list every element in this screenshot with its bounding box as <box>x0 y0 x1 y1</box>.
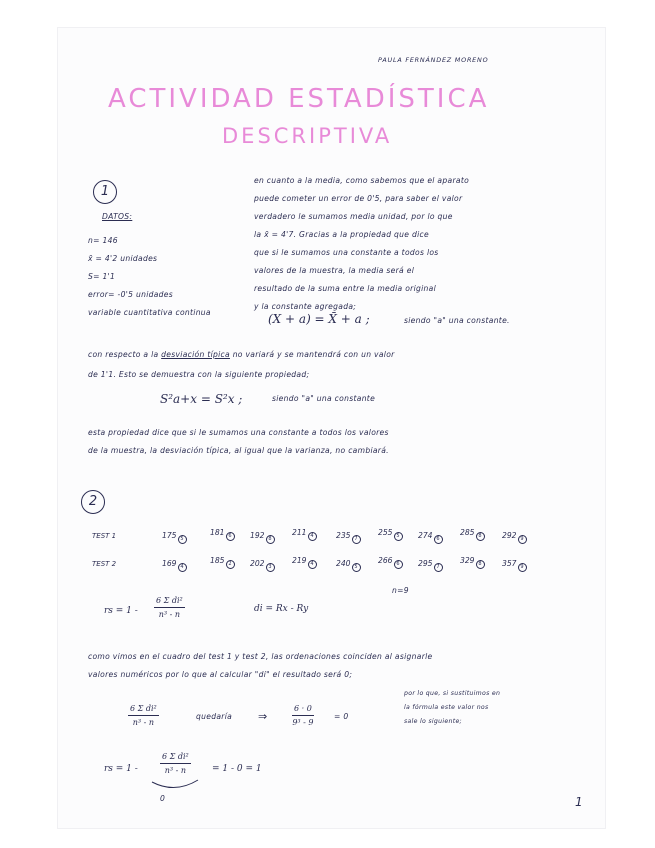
rank-circle: 6 <box>226 532 235 541</box>
score: 181 <box>210 528 225 537</box>
desviacion-line-2: de 1'1. Esto se demuestra con la siguiente propiedad; <box>88 370 310 379</box>
test-1-label: TEST 1 <box>92 532 117 540</box>
dato-n: n= 146 <box>88 236 118 245</box>
note-line-3: sale lo siguiente; <box>404 718 462 725</box>
sub-result: = 0 <box>334 712 349 721</box>
desviacion-line-1-pre: con respecto a la <box>88 350 159 359</box>
page-title-line-1: ACTIVIDAD ESTADÍSTICA <box>108 84 490 114</box>
rank-circle: 8 <box>266 535 275 544</box>
score: 295 <box>418 559 433 568</box>
author-name: PAULA FERNÁNDEZ MORENO <box>378 56 489 64</box>
score: 235 <box>336 531 351 540</box>
test-2-value <box>336 559 361 572</box>
media-line-3: verdadero le sumamos media unidad, por lo que <box>254 212 453 221</box>
quedaria-text: quedaría <box>196 712 233 721</box>
test-2-value <box>502 559 527 572</box>
media-line-5: que si le sumamos una constante a todos los <box>254 248 439 257</box>
test-1-value <box>210 528 235 541</box>
score: 329 <box>460 556 475 565</box>
test-1-value <box>502 531 527 544</box>
media-line-1: en cuanto a la media, como sabemos que el aparato <box>254 176 470 185</box>
rank-circle: 7 <box>352 535 361 544</box>
score: 175 <box>162 531 177 540</box>
rs-fraction <box>154 596 185 619</box>
sub-general-numerator: 6 Σ di² <box>128 704 159 716</box>
test-1-value <box>336 531 361 544</box>
comment-line-2: valores numéricos por lo que al calcular "di" el resultado será 0; <box>88 670 353 679</box>
dato-media: x̄ = 4'2 unidades <box>88 254 158 263</box>
test-1-value <box>378 528 403 541</box>
test-2-value <box>210 556 235 569</box>
score: 292 <box>502 531 517 540</box>
media-formula-note: siendo "a" una constante. <box>404 316 510 325</box>
rs-denominator: n³ - n <box>158 610 181 619</box>
score: 255 <box>378 528 393 537</box>
test-1-value <box>250 531 275 544</box>
rank-circle: 8 <box>476 560 485 569</box>
rank-circle: 8 <box>476 532 485 541</box>
rank-circle: 4 <box>308 532 317 541</box>
rs-numerator: 6 Σ di² <box>154 596 185 608</box>
score: 219 <box>292 556 307 565</box>
desviacion-line-1 <box>88 350 395 359</box>
final-zero-annotation: 0 <box>160 794 166 803</box>
final-rhs: = 1 - 0 = 1 <box>212 764 262 774</box>
score: 274 <box>418 531 433 540</box>
sub-values-denominator: 9³ - 9 <box>292 718 314 727</box>
dato-error: error= -0'5 unidades <box>88 290 174 299</box>
datos-label: DATOS: <box>102 212 133 221</box>
rs-label: rs = 1 - <box>104 606 138 616</box>
section-1-number: 1 <box>93 180 117 204</box>
test-1-value <box>162 531 187 544</box>
desviacion-tipica-underlined: desviación típica <box>161 350 230 359</box>
desviacion-formula: S²a+x = S²x ; <box>160 392 243 406</box>
dato-desviacion: S= 1'1 <box>88 272 116 281</box>
media-line-6: valores de la muestra, la media será el <box>254 266 415 275</box>
rank-circle: 4 <box>308 560 317 569</box>
media-line-2: puede cometer un error de 0'5, para saber el valor <box>254 194 463 203</box>
sub-fraction-values <box>292 704 314 727</box>
brace-mark <box>150 778 200 794</box>
di-formula: di = Rx - Ry <box>254 604 309 614</box>
rank-circle: 6 <box>394 560 403 569</box>
media-line-7: resultado de la suma entre la media original <box>254 284 436 293</box>
rank-circle: 9 <box>518 563 527 572</box>
score: 202 <box>250 559 265 568</box>
desviacion-line-1-post: no variará y se mantendrá con un valor <box>232 350 395 359</box>
score: 357 <box>502 559 517 568</box>
conclusion-line-1: esta propiedad dice que si le sumamos una constante a todos los valores <box>88 428 389 437</box>
test-2-value <box>162 559 187 572</box>
test-2-label: TEST 2 <box>92 560 117 568</box>
test-2-value <box>250 559 275 572</box>
final-numerator: 6 Σ di² <box>160 752 191 764</box>
final-denominator: n³ - n <box>164 766 187 775</box>
score: 192 <box>250 531 265 540</box>
rank-circle: 3 <box>266 563 275 572</box>
test-2-value <box>418 559 443 572</box>
score: 185 <box>210 556 225 565</box>
test-2-value <box>378 556 403 569</box>
media-line-4: la x̄ = 4'7. Gracias a la propiedad que dice <box>254 230 429 239</box>
n-label: n=9 <box>392 586 409 595</box>
desviacion-formula-note: siendo "a" una constante <box>272 394 376 403</box>
note-line-1: por lo que, si sustituimos en <box>404 690 501 697</box>
rank-circle: 9 <box>518 535 527 544</box>
media-line-8: y la constante agregada; <box>254 302 357 311</box>
media-formula: (X + a) = X̄ + a ; <box>268 312 370 326</box>
rank-circle: 5 <box>352 563 361 572</box>
score: 266 <box>378 556 393 565</box>
score: 285 <box>460 528 475 537</box>
sub-values-numerator: 6 · 0 <box>292 704 314 716</box>
arrow-icon: ⇒ <box>258 710 268 723</box>
note-line-2: la fórmula este valor nos <box>404 704 489 711</box>
section-2-number: 2 <box>81 490 105 514</box>
page-number: 1 <box>575 795 583 809</box>
score: 240 <box>336 559 351 568</box>
test-2-value <box>292 556 317 569</box>
rank-circle: 4 <box>178 563 187 572</box>
test-1-value <box>460 528 485 541</box>
test-1-value <box>292 528 317 541</box>
page-title-line-2: DESCRIPTIVA <box>222 124 393 148</box>
rank-circle: 5 <box>178 535 187 544</box>
score: 169 <box>162 559 177 568</box>
final-lhs: rs = 1 - <box>104 764 138 774</box>
comment-line-1: como vimos en el cuadro del test 1 y test 2, las ordenaciones coinciden al asignarle <box>88 652 433 661</box>
score: 211 <box>292 528 307 537</box>
rank-circle: 7 <box>434 563 443 572</box>
rank-circle: 5 <box>394 532 403 541</box>
test-2-value <box>460 556 485 569</box>
final-fraction <box>160 752 191 775</box>
dato-variable: variable cuantitativa continua <box>88 308 211 317</box>
test-1-value <box>418 531 443 544</box>
sub-fraction-general <box>128 704 159 727</box>
rank-circle: 2 <box>226 560 235 569</box>
rank-circle: 6 <box>434 535 443 544</box>
conclusion-line-2: de la muestra, la desviación típica, al igual que la varianza, no cambiará. <box>88 446 389 455</box>
sub-general-denominator: n³ - n <box>132 718 155 727</box>
